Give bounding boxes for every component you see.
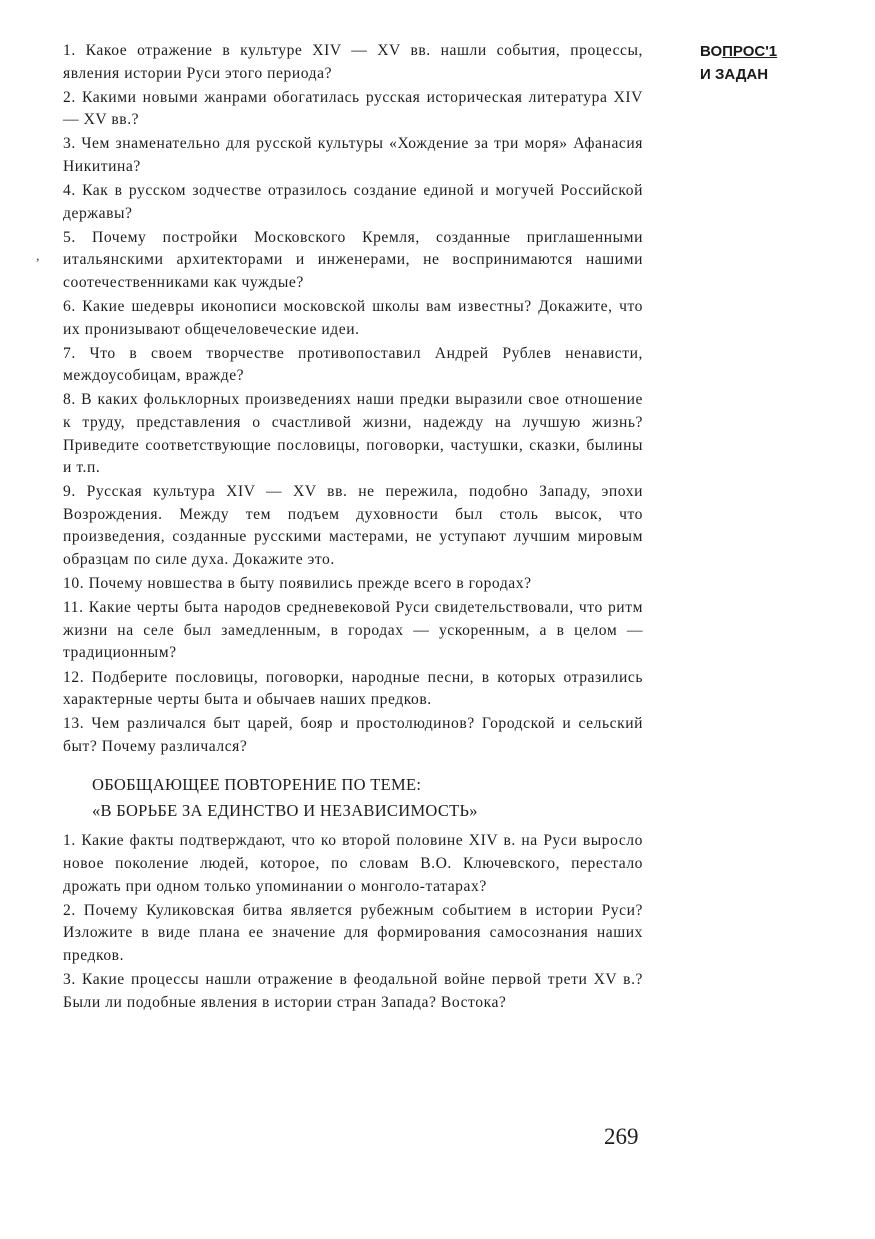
question-item: 1. Какое отражение в культуре XIV — XV вв. нашли события, процессы, явления истории Руси этого периода? <box>63 42 643 82</box>
section-heading-line2: «В БОРЬБЕ ЗА ЕДИНСТВО И НЕЗАВИСИМОСТЬ» <box>92 801 478 821</box>
section-side-label <box>700 40 777 86</box>
question-item: 2. Какими новыми жанрами обогатилась русская историческая литература XIV — XV вв.? <box>63 88 643 129</box>
question-item: 9. Русская культура XIV — XV вв. не пережила, подобно Западу, эпохи Возрождения. Между тем подъем духовности был столь высок, что произведения, созданные русскими мастерами, не уступают лучшим мировым образцам по силе духа. Докажите это. <box>63 483 643 569</box>
question-item: 12. Подберите пословицы, поговорки, народные песни, в которых отразились характерные черты быта и обычаев наших предков. <box>63 668 643 709</box>
question-item: 1. Какие факты подтверждают, что ко второй половине XIV в. на Руси выросло новое поколение людей, которое, по словам В.О. Ключевского, перестало дрожать при одном только упоминании о монголо-татарах? <box>63 832 643 895</box>
main-text-column <box>63 40 643 1016</box>
stray-mark: , <box>36 249 40 264</box>
side-label-line2: И ЗАДАН <box>700 66 769 83</box>
section-heading <box>92 772 643 824</box>
question-item: 11. Какие черты быта народов средневековой Руси свидетельствовали, что ритм жизни на селе был замедленным, в городах — ускоренным, а в целом — традиционным? <box>63 599 643 662</box>
section-heading-line1: ОБОБЩАЮЩЕЕ ПОВТОРЕНИЕ ПО ТЕМЕ: <box>92 775 422 795</box>
question-item: 13. Чем различался быт царей, бояр и простолюдинов? Городской и сельский быт? Почему различался? <box>63 715 643 755</box>
question-item: 6. Какие шедевры иконописи московской школы вам известны? Докажите, что их пронизывают общечеловеческие идеи. <box>63 298 643 338</box>
question-item: 3. Какие процессы нашли отражение в феодальной войне первой трети XV в.? Были ли подобные явления в истории стран Запада? Востока? <box>63 970 643 1011</box>
question-item: 8. В каких фольклорных произведениях наши предки выразили свое отношение к труду, представления о счастливой жизни, надежду на лучшую жизнь? Приведите соответствующие пословицы, поговорки, частушки, сказки, былины и т.п. <box>63 391 643 477</box>
question-item: 3. Чем знаменательно для русской культуры «Хождение за три моря» Афанасия Никитина? <box>63 135 643 175</box>
question-item: 7. Что в своем творчестве противопоставил Андрей Рублев ненависти, междоусобицам, вражде? <box>63 344 643 385</box>
page-number: 269 <box>604 1124 639 1149</box>
side-label-part-b: ПРОС'1 <box>722 43 778 60</box>
question-item: 4. Как в русском зодчестве отразилось создание единой и могучей Российской державы? <box>63 182 643 222</box>
questions-list-1 <box>63 40 643 758</box>
question-item: 2. Почему Куликовская битва является рубежным событием в истории Руси? Изложите в виде плана ее значение для формирования самосознания наших предков. <box>63 901 643 964</box>
question-item: 10. Почему новшества в быту появились прежде всего в городах? <box>63 575 532 593</box>
side-label-part-a: ВО <box>700 43 723 60</box>
questions-list-2 <box>63 830 643 1014</box>
question-item: 5. Почему постройки Московского Кремля, созданные приглашенными итальянскими архитекторами и инженерами, не воспринимаются нашими соотечественниками как чуждые? <box>63 228 643 291</box>
